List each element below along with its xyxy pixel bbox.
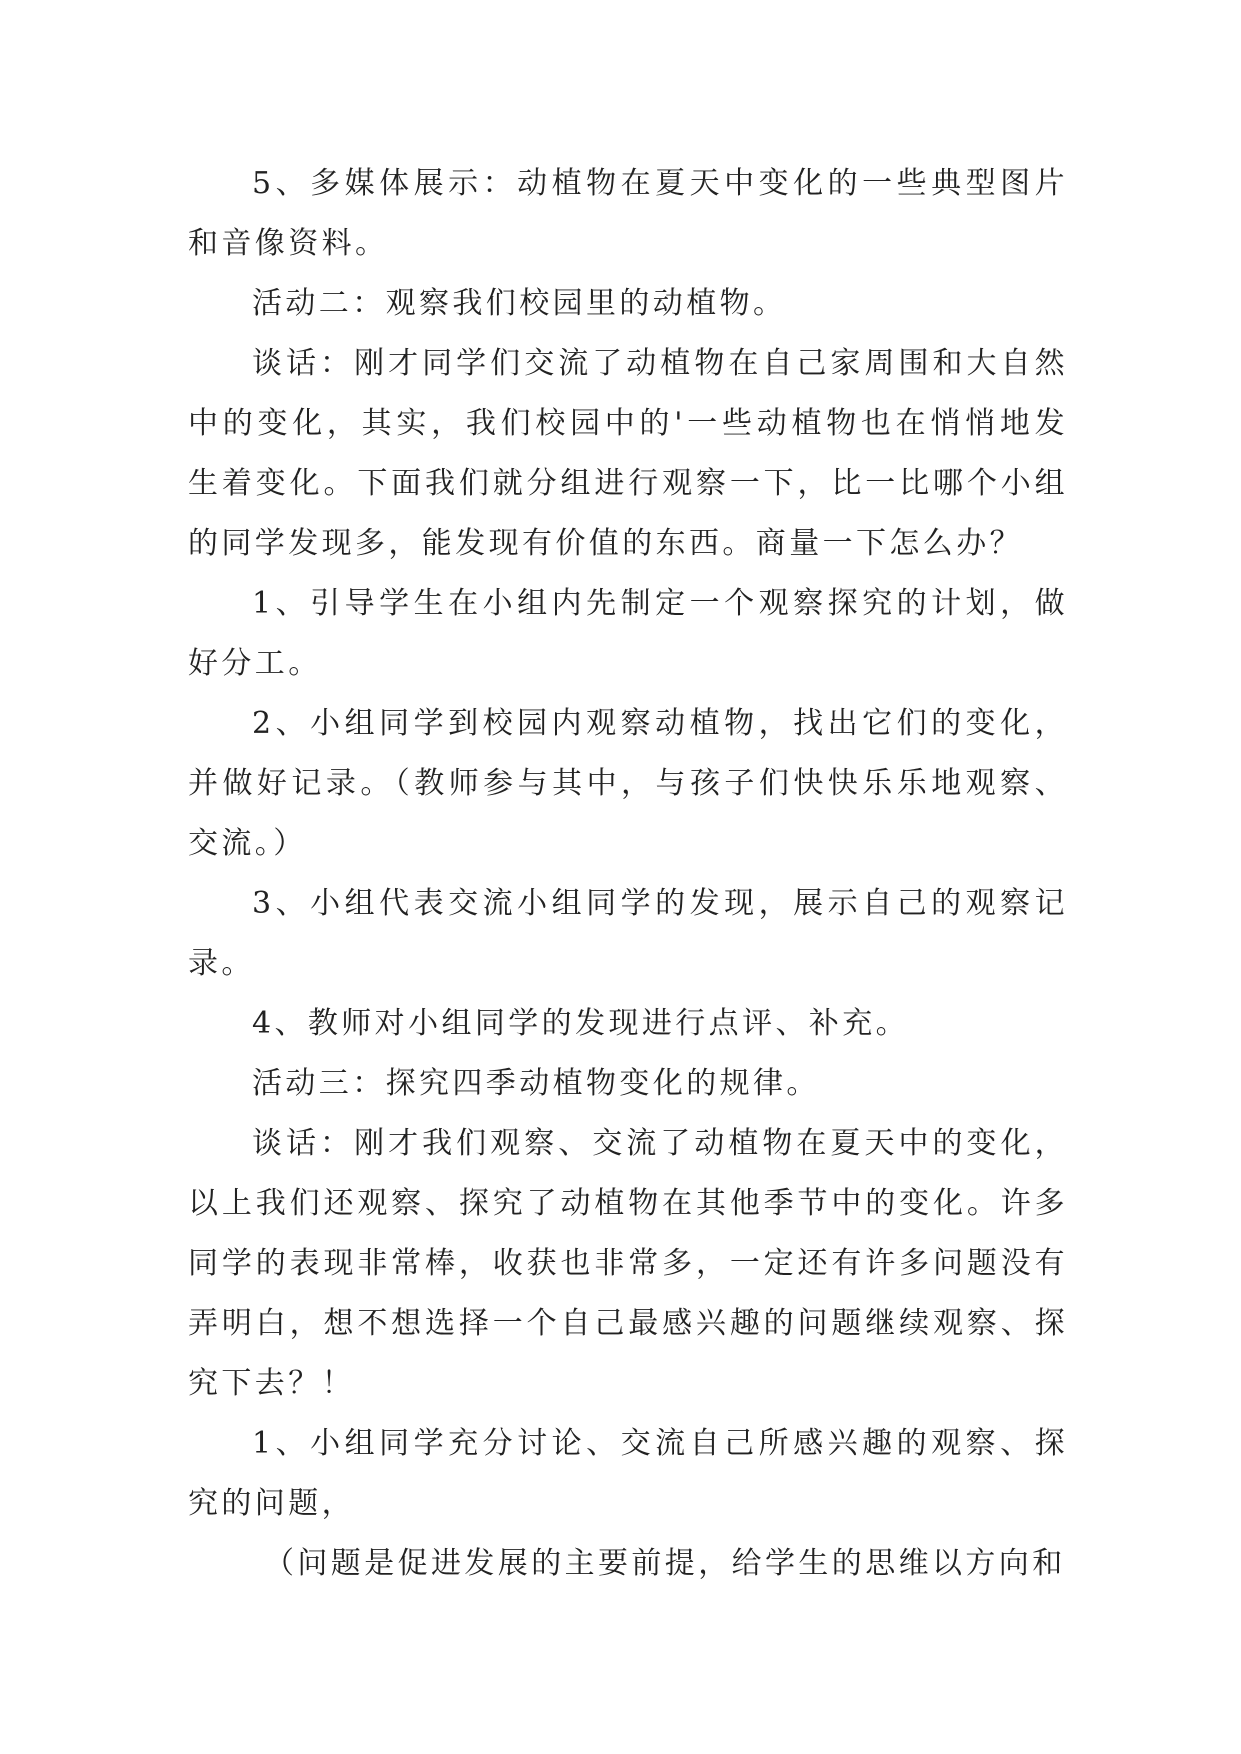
paragraph-step-4-review: 4、教师对小组同学的发现进行点评、补充。 [252, 1006, 910, 1041]
paragraph-activity-two-heading: 活动二：观察我们校园里的动植物。 [252, 286, 787, 321]
paragraph-activity-three-heading: 活动三：探究四季动植物变化的规律。 [252, 1066, 820, 1101]
paragraph-step-1-discuss: 1、小组同学充分讨论、交流自己所感兴趣的观察、探究的问题， [188, 1426, 1068, 1521]
paragraph-step-1-plan: 1、引导学生在小组内先制定一个观察探究的计划，做好分工。 [188, 586, 1068, 681]
paragraph-multimedia-display: 5、多媒体展示：动植物在夏天中变化的一些典型图片和音像资料。 [188, 166, 1068, 261]
paragraph-step-3-share: 3、小组代表交流小组同学的发现，展示自己的观察记录。 [188, 886, 1068, 981]
paragraph-talk-seasons: 谈话：刚才我们观察、交流了动植物在夏天中的变化，以上我们还观察、探究了动植物在其他季节中的变化。许多同学的表现非常棒，收获也非常多，一定还有许多问题没有弄明白，想不想选择一个自己最感兴趣的问题继续观察、探究下去？！ [188, 1126, 1068, 1401]
document-body [188, 154, 1068, 1594]
paragraph-talk-campus: 谈话：刚才同学们交流了动植物在自己家周围和大自然中的变化，其实，我们校园中的'一些动植物也在悄悄地发生着变化。下面我们就分组进行观察一下，比一比哪个小组的同学发现多，能发现有价值的东西。商量一下怎么办？ [188, 346, 1068, 561]
paragraph-note-questions: （问题是促进发展的主要前提，给学生的思维以方向和 [264, 1546, 1066, 1581]
paragraph-step-2-observe: 2、小组同学到校园内观察动植物，找出它们的变化，并做好记录。（教师参与其中，与孩子们快快乐乐地观察、交流。） [188, 706, 1068, 861]
